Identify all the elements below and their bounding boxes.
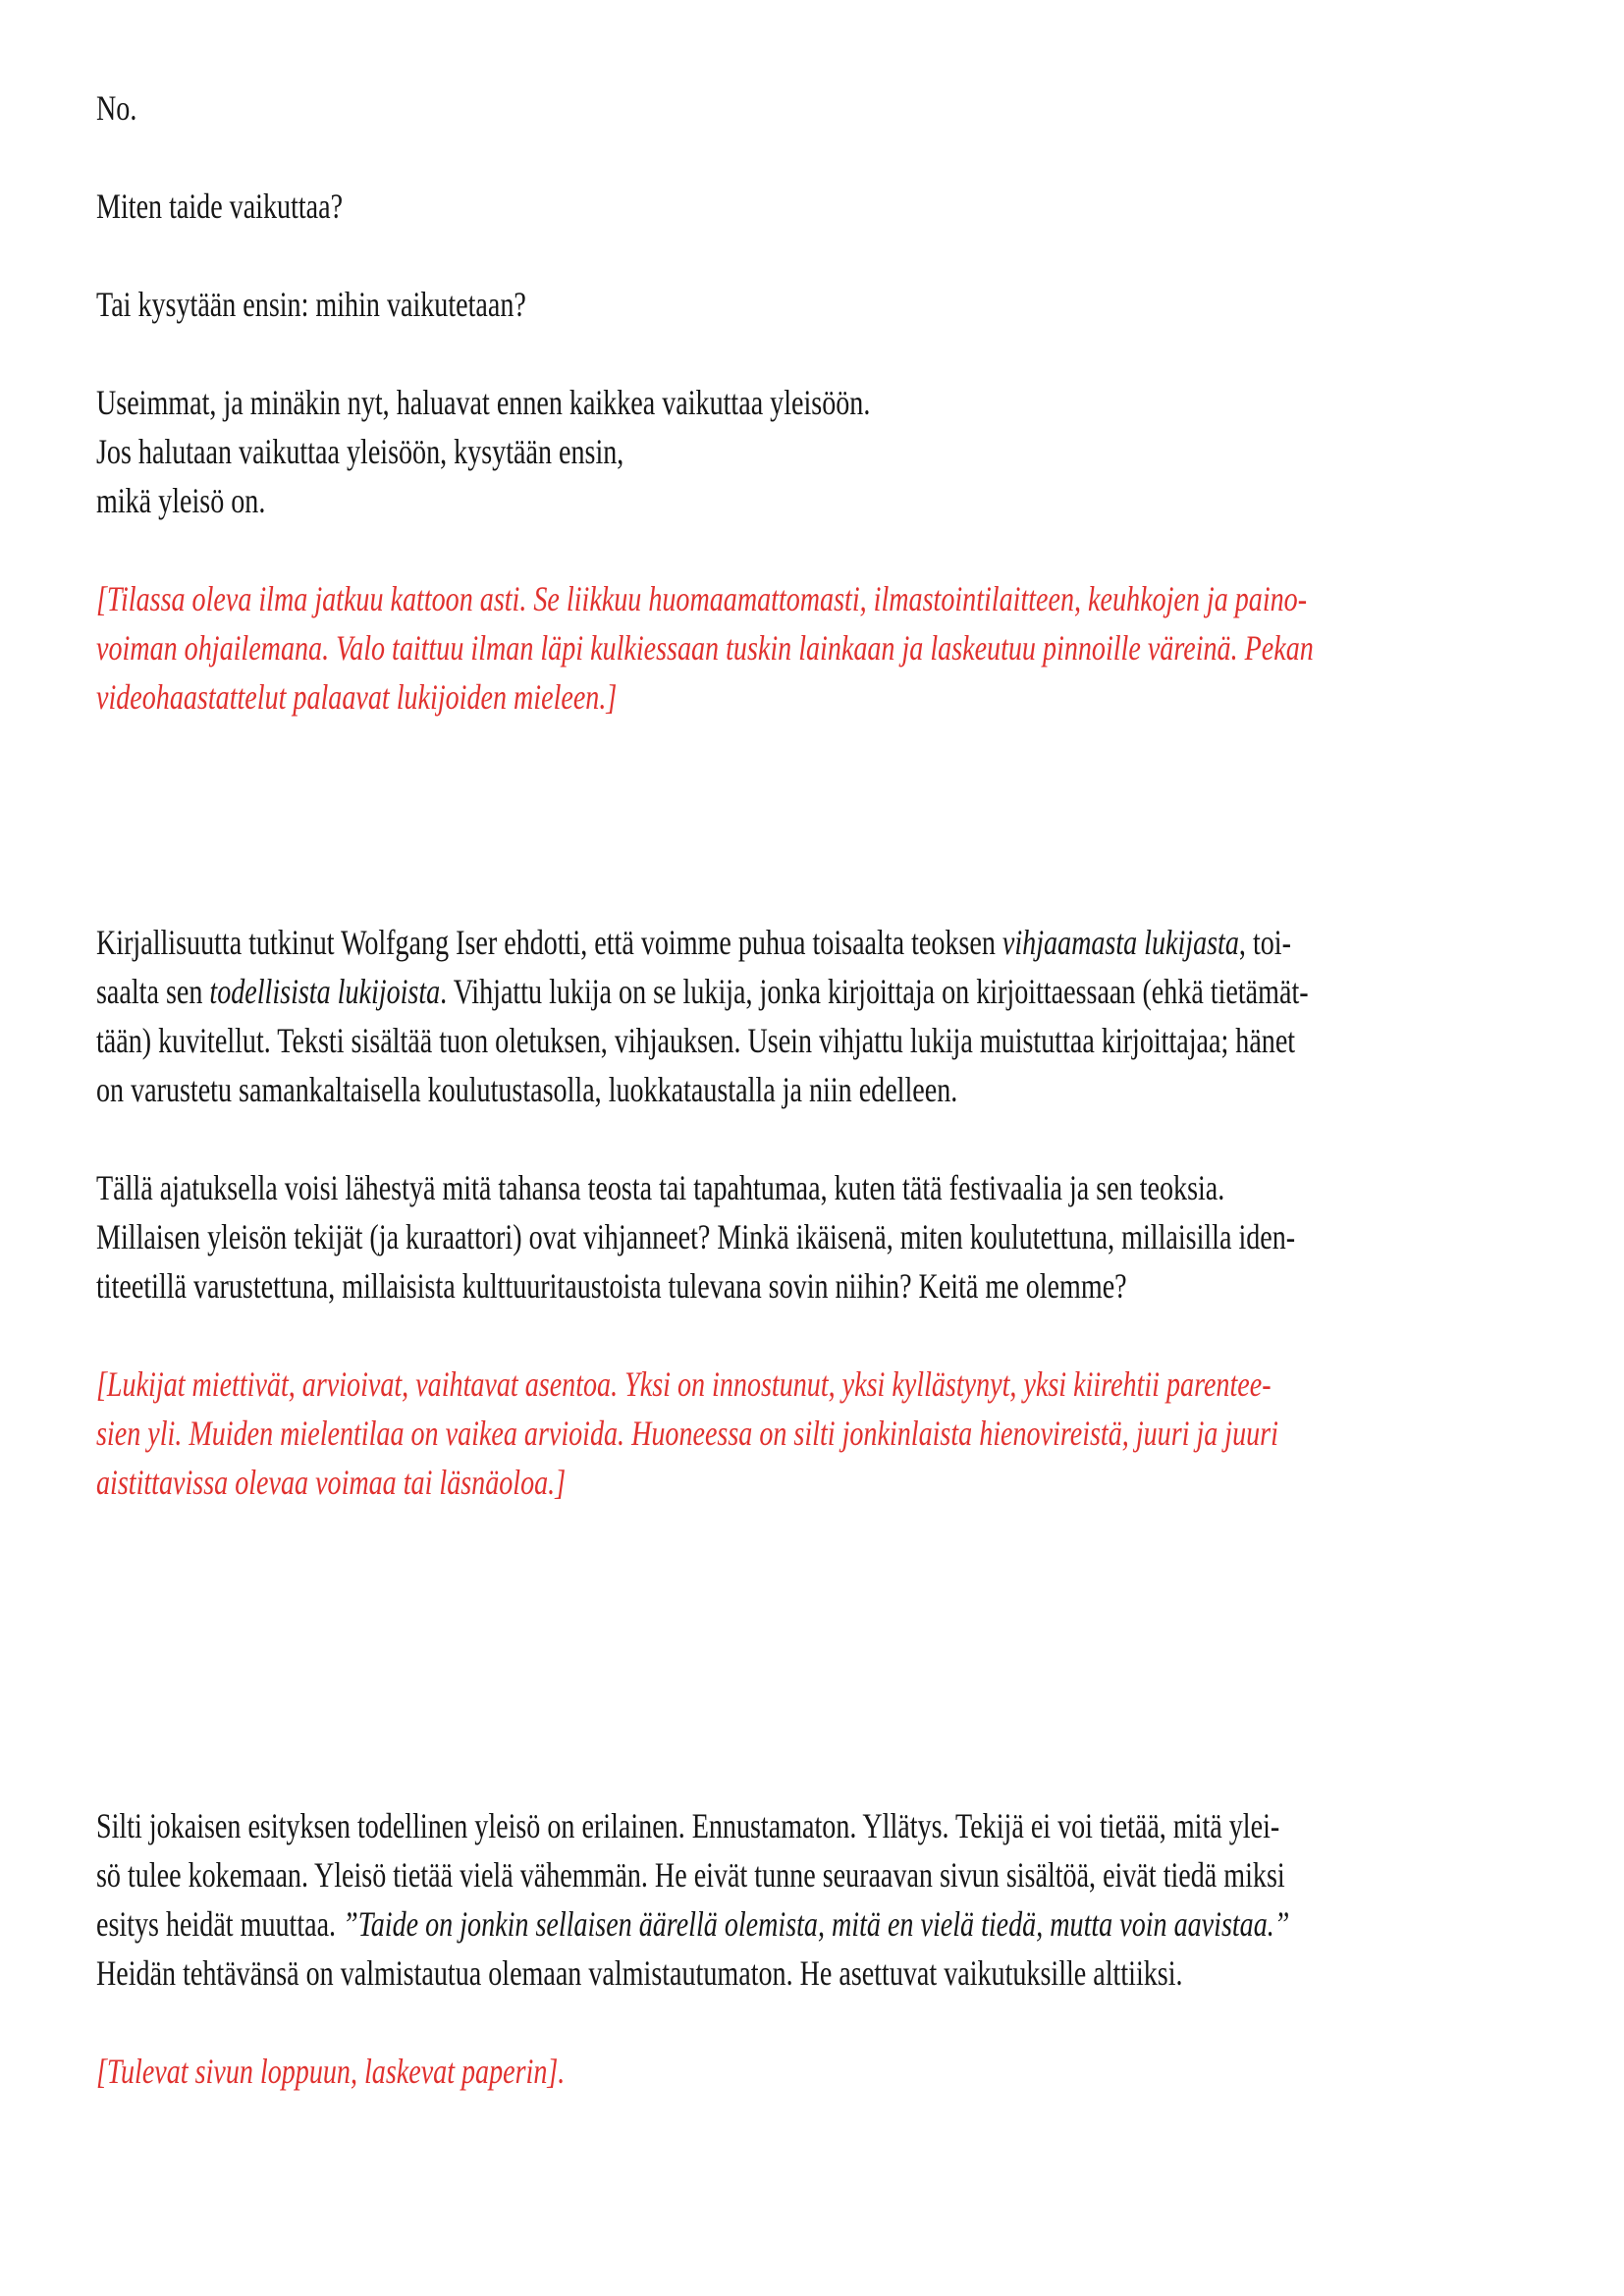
text-segment: Millaisen yleisön tekijät (ja kuraattori) ovat vihjanneet? Minkä ikäisenä, miten koulutettuna, millaisilla iden-: [96, 1217, 1296, 1256]
text-line: [96, 1261, 1288, 1310]
text-line: [96, 476, 1288, 525]
text-segment: No.: [96, 88, 137, 128]
text-line: [96, 967, 1309, 1016]
text-line: [96, 182, 1288, 231]
paragraph: [96, 280, 1288, 329]
paragraph: [96, 182, 1288, 231]
text-segment: Jos halutaan vaikuttaa yleisöön, kysytään ensin,: [96, 432, 624, 471]
stage-direction: [96, 574, 1314, 721]
paragraph: [96, 918, 1309, 1114]
text-line: [96, 2047, 1288, 2096]
text-segment: sö tulee kokemaan. Yleisö tietää vielä vähemmän. He eivät tunne seuraavan sivun sisältöä, eivät tiedä miksi: [96, 1855, 1285, 1895]
paragraph: [96, 1163, 1296, 1310]
document-body: [96, 83, 1624, 2096]
blank-space: [96, 231, 106, 280]
blank-space: [96, 1998, 106, 2047]
blank-space: [96, 1310, 106, 1360]
text-line: [96, 1458, 1288, 1507]
text-segment: aistittavissa olevaa voimaa tai läsnäoloa.]: [96, 1463, 567, 1502]
blank-space: [96, 525, 106, 574]
text-line: [96, 1949, 1288, 1998]
paragraph: [96, 378, 1288, 525]
paragraph: [96, 83, 1288, 133]
text-segment: [Lukijat miettivät, arvioivat, vaihtavat asentoa. Yksi on innostunut, yksi kyllästynyt, yksi kiirehtii parentee-: [96, 1364, 1272, 1404]
text-line: [96, 918, 1291, 967]
blank-space: [96, 1114, 106, 1163]
text-segment: Tai kysytään ensin: mihin vaikutetaan?: [96, 285, 526, 324]
paragraph: [96, 1801, 1288, 1998]
blank-space: [96, 329, 106, 378]
text-segment: Kirjallisuutta tutkinut Wolfgang Iser ehdotti, että voimme puhua toisaalta teoksen: [96, 923, 1002, 962]
text-line: [96, 378, 1288, 427]
text-segment: Heidän tehtävänsä on valmistautua olemaan valmistautumaton. He asettuvat vaikutuksille alttiiksi.: [96, 1953, 1183, 1993]
text-line: [96, 1212, 1296, 1261]
text-segment: Tällä ajatuksella voisi lähestyä mitä tahansa teosta tai tapahtumaa, kuten tätä festivaalia ja sen teoksia.: [96, 1168, 1225, 1207]
text-segment: Silti jokaisen esityksen todellinen yleisö on erilainen. Ennustamaton. Yllätys. Tekijä ei voi tietää, mitä ylei-: [96, 1806, 1280, 1845]
stage-direction: [96, 1360, 1288, 1507]
text-line: [96, 1360, 1288, 1409]
text-line: [96, 574, 1308, 623]
text-segment: [Tilassa oleva ilma jatkuu kattoon asti. Se liikkuu huomaamattomasti, ilmastointilaitteen, keuhkojen ja paino-: [96, 579, 1308, 618]
blank-space: [96, 721, 106, 918]
text-segment: saalta sen: [96, 972, 210, 1011]
text-line: [96, 1899, 1288, 1949]
text-segment: voiman ohjailemana. Valo taittuu ilman läpi kulkiessaan tuskin lainkaan ja laskeutuu pinnoille väreinä. Pekan: [96, 628, 1314, 667]
text-line: [96, 1065, 1288, 1114]
text-line: [96, 427, 1288, 476]
text-line: [96, 1409, 1288, 1458]
text-line: [96, 1163, 1288, 1212]
text-line: [96, 1850, 1288, 1899]
emphasized-text: todellisista lukijoista: [209, 972, 441, 1011]
text-line: [96, 1801, 1288, 1850]
blank-space: [96, 133, 106, 182]
emphasized-text: vihjaamasta lukijasta: [1001, 923, 1239, 962]
blank-space: [96, 1507, 106, 1801]
text-line: [96, 623, 1314, 672]
text-segment: , toi-: [1238, 923, 1291, 962]
text-segment: [Tulevat sivun loppuun, laskevat paperin].: [96, 2052, 566, 2091]
text-segment: esitys heidät muuttaa.: [96, 1904, 344, 1944]
text-line: [96, 280, 1288, 329]
text-segment: Useimmat, ja minäkin nyt, haluavat ennen kaikkea vaikuttaa yleisöön.: [96, 383, 871, 422]
text-segment: titeetillä varustettuna, millaisista kulttuuritaustoista tulevana sovin niihin? Keitä me olemme?: [96, 1266, 1127, 1306]
text-segment: Miten taide vaikuttaa?: [96, 187, 344, 226]
text-segment: tään) kuvitellut. Teksti sisältää tuon oletuksen, vihjauksen. Usein vihjattu lukija muistuttaa kirjoittajaa; hänet: [96, 1021, 1296, 1060]
text-line: [96, 83, 1288, 133]
text-segment: . Vihjattu lukija on se lukija, jonka kirjoittaja on kirjoittaessaan (ehkä tietämät-: [440, 972, 1309, 1011]
stage-direction: [96, 2047, 1288, 2096]
emphasized-text: ”Taide on jonkin sellaisen äärellä olemista, mitä en vielä tiedä, mutta voin aavistaa.”: [343, 1904, 1290, 1944]
text-segment: on varustetu samankaltaisella koulutustasolla, luokkataustalla ja niin edelleen.: [96, 1070, 958, 1109]
text-line: [96, 1016, 1296, 1065]
text-segment: videohaastattelut palaavat lukijoiden mieleen.]: [96, 677, 618, 717]
text-segment: mikä yleisö on.: [96, 481, 266, 520]
text-segment: sien yli. Muiden mielentilaa on vaikea arvioida. Huoneessa on silti jonkinlaista hienovireistä, juuri ja juuri: [96, 1414, 1278, 1453]
text-line: [96, 672, 1288, 721]
